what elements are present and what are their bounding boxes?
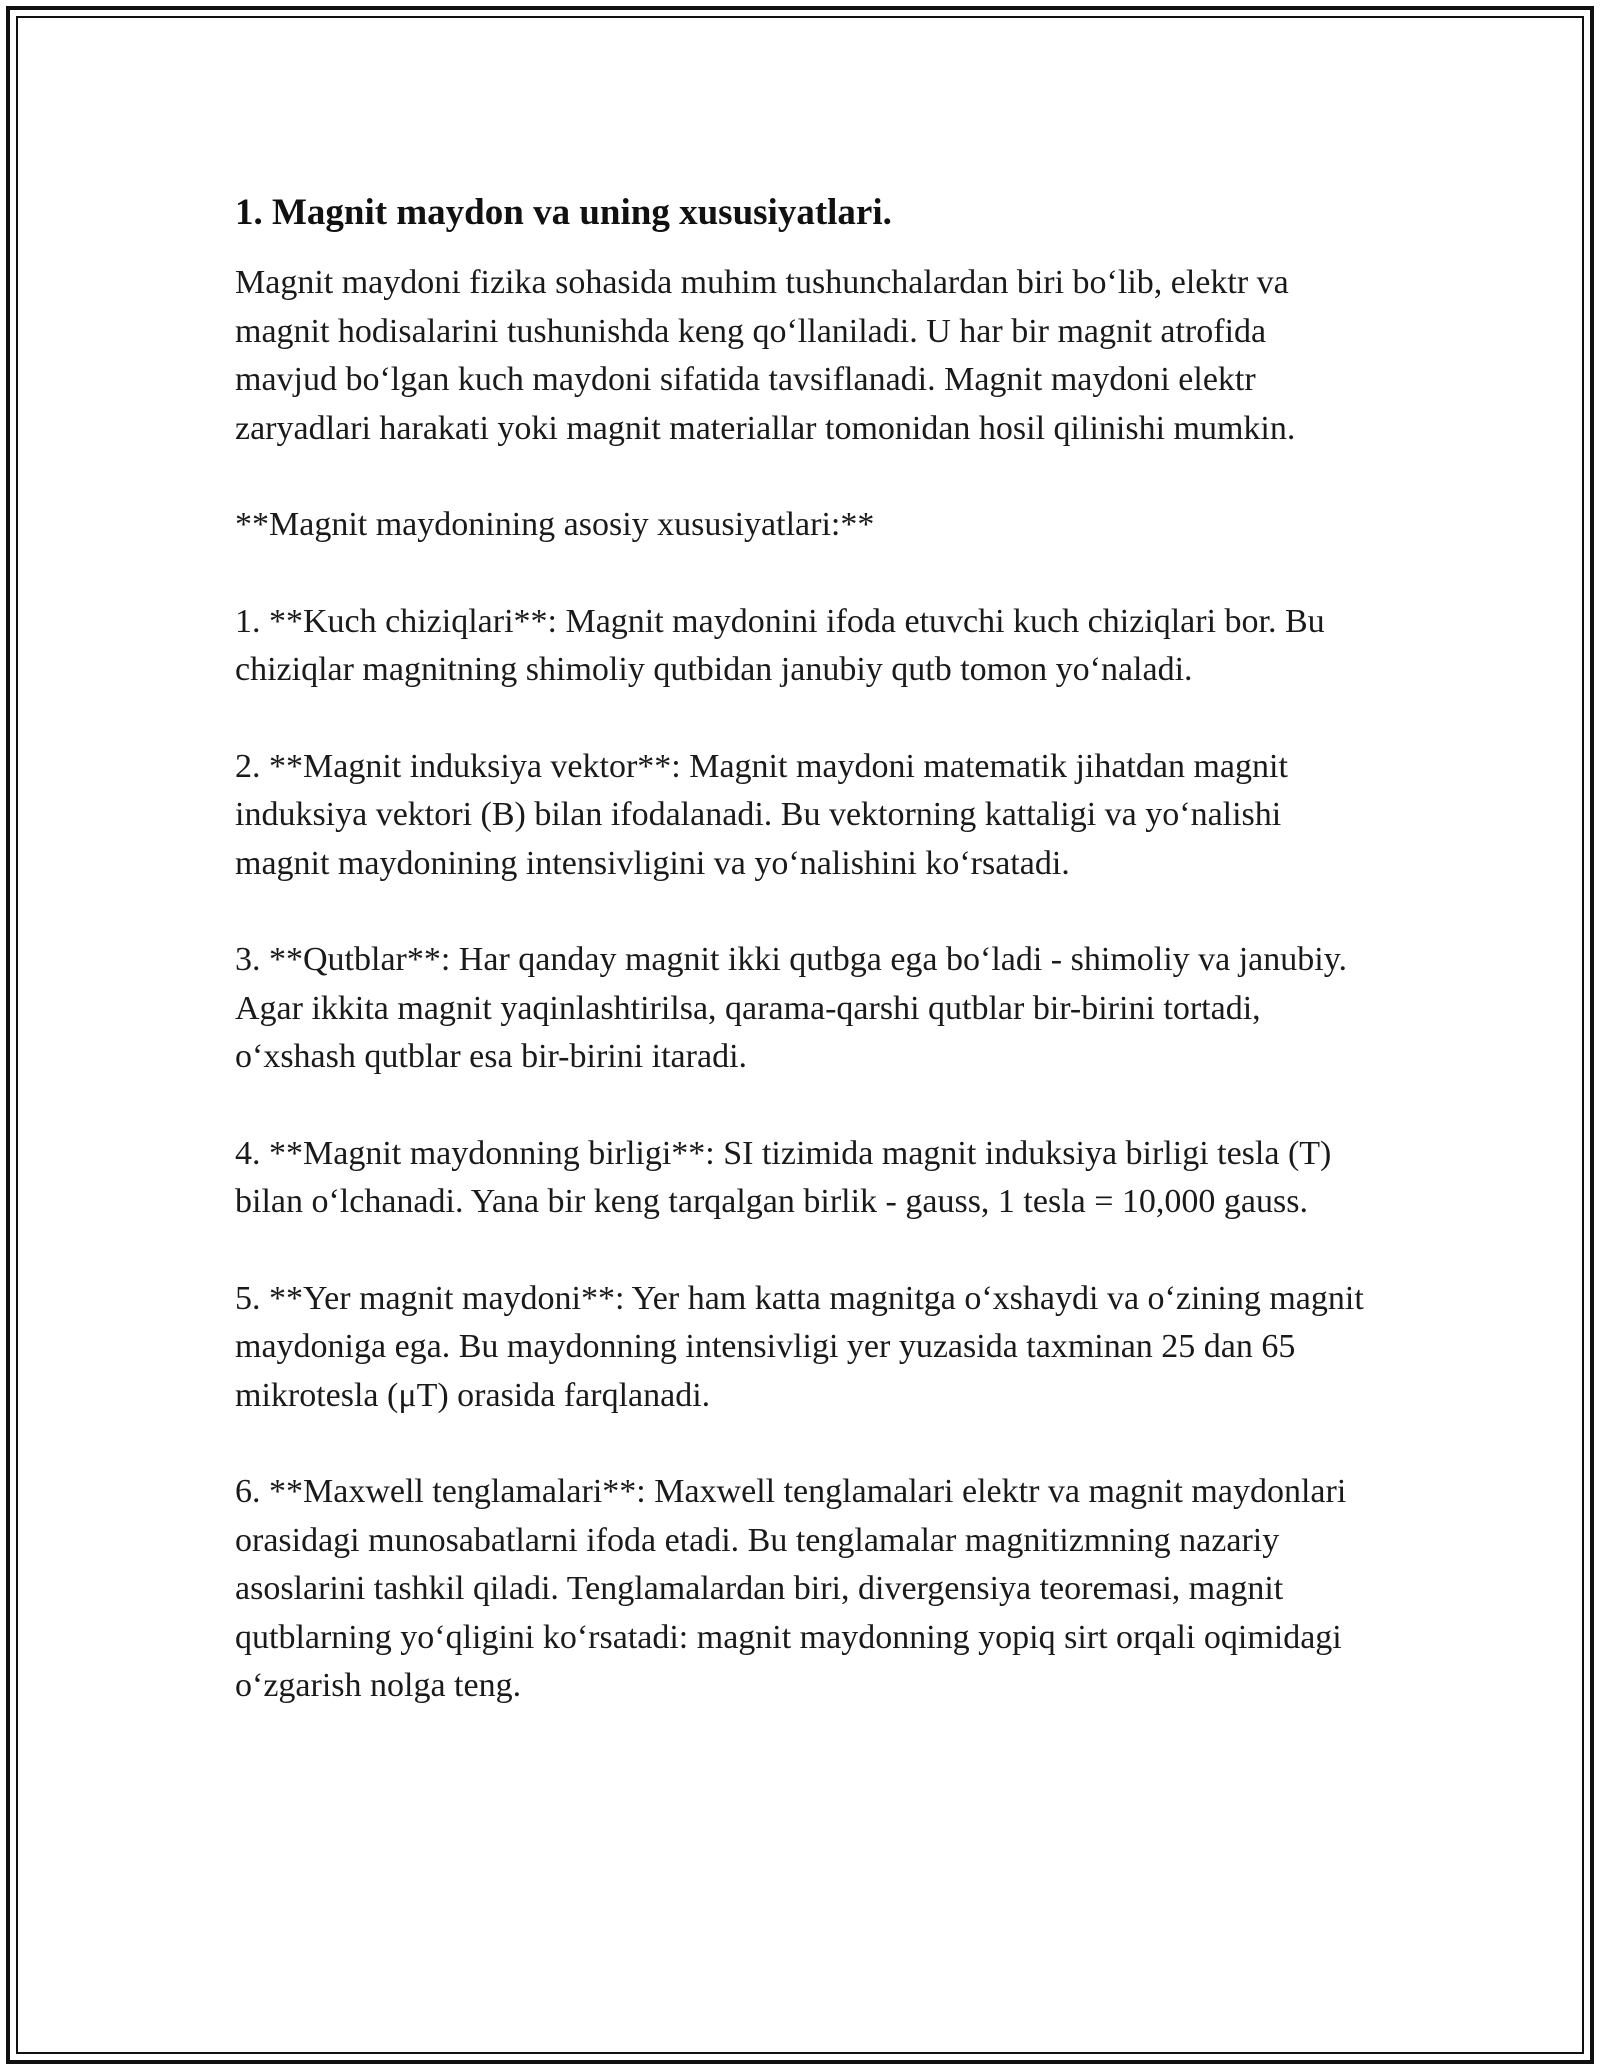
property-item-field-lines: 1. **Kuch chiziqlari**: Magnit maydonini ifoda etuvchi kuch chiziqlari bor. Bu chiziqlar magnitning shimoliy qutbidan janubiy qutb tomon yoʻnaladi.: [235, 602, 1325, 688]
intro-paragraph: Magnit maydoni fizika sohasida muhim tushunchalardan biri boʻlib, elektr va magnit hodisalarini tushunishda keng qoʻllaniladi. U har bir magnit atrofida mavjud boʻlgan kuch maydoni sifatida tavsiflanadi. Magnit maydoni elektr zaryadlari harakati yoki magnit materiallar tomonidan hosil qilinishi mumkin.: [235, 264, 1296, 447]
property-item-units: 4. **Magnit maydonning birligi**: SI tizimida magnit induksiya birligi tesla (T) bilan oʻlchanadi. Yana bir keng tarqalgan birlik - gauss, 1 tesla = 10,000 gauss.: [235, 1134, 1332, 1220]
properties-subheading: **Magnit maydonining asosiy xususiyatlari:**: [235, 506, 875, 543]
property-item-maxwell-equations: 6. **Maxwell tenglamalari**: Maxwell tenglamalari elektr va magnit maydonlari orasidagi munosabatlarni ifoda etadi. Bu tenglamalar magnitizmning nazariy asoslarini tashkil qiladi. Tenglamalardan biri, divergensiya teoremasi, magnit qutblarning yoʻqligini koʻrsatadi: magnit maydonning yopiq sirt orqali oqimidagi oʻzgarish nolga teng.: [235, 1473, 1347, 1704]
document-body: [235, 187, 1375, 1759]
property-item-earth-field: 5. **Yer magnit maydoni**: Yer ham katta magnitga oʻxshaydi va oʻzining magnit maydoniga ega. Bu maydonning intensivligi yer yuzasida taxminan 25 dan 65 mikrotesla (μT) orasida farqlanadi.: [235, 1279, 1364, 1414]
property-item-induction-vector: 2. **Magnit induksiya vektor**: Magnit maydoni matematik jihatdan magnit induksiya vektori (B) bilan ifodalanadi. Bu vektorning kattaligi va yoʻnalishi magnit maydonining intensivligini va yoʻnalishini koʻrsatadi.: [235, 747, 1288, 882]
property-item-poles: 3. **Qutblar**: Har qanday magnit ikki qutbga ega boʻladi - shimoliy va janubiy. Agar ikkita magnit yaqinlashtirilsa, qarama-qarshi qutblar bir-birini tortadi, oʻxshash qutblar esa bir-birini itaradi.: [235, 941, 1348, 1075]
section-heading: 1. Magnit maydon va uning xususiyatlari.: [235, 192, 892, 233]
